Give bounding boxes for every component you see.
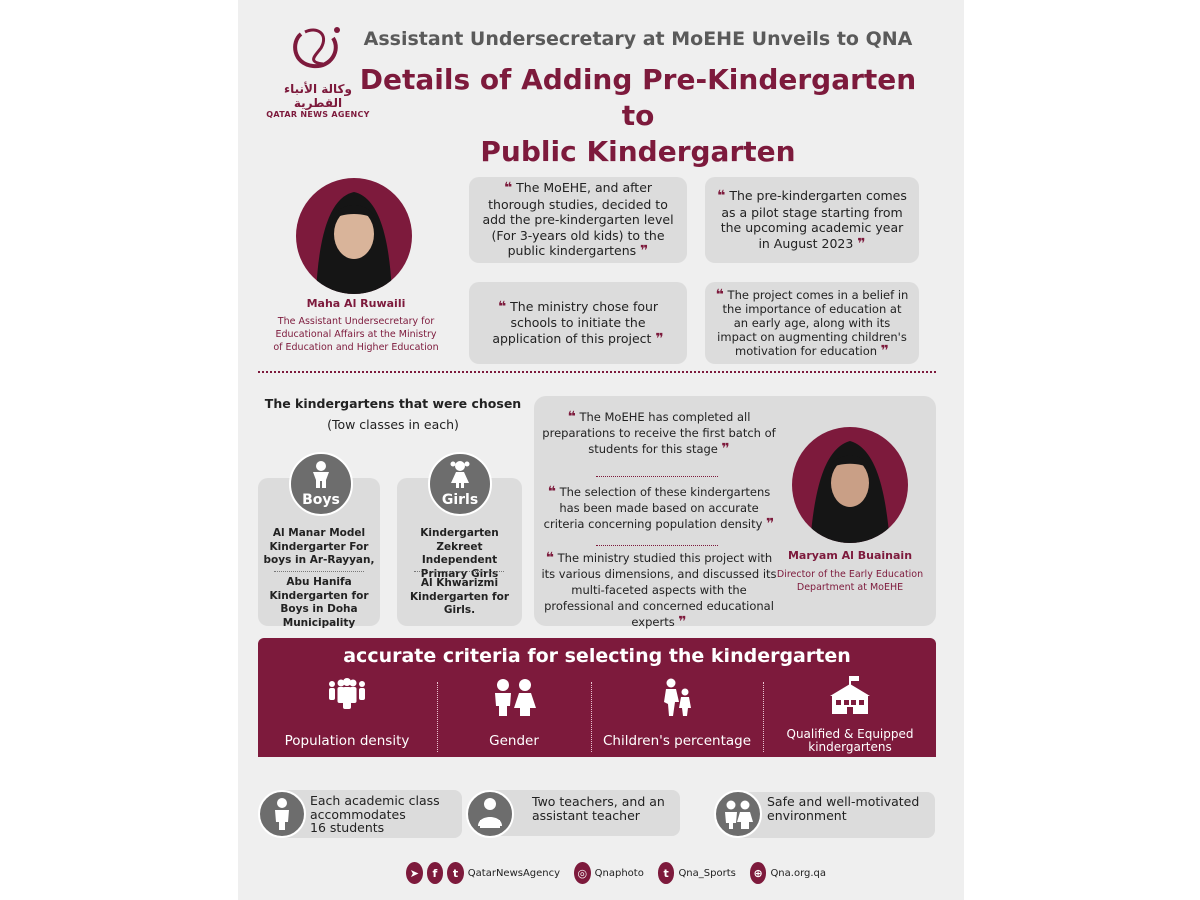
person2-name: Maryam Al Buainain (787, 549, 913, 562)
fact-line: accommodates (310, 806, 406, 822)
boys-label: Boys (302, 492, 340, 508)
social-handle-sports[interactable]: Qna_Sports (678, 867, 736, 879)
fact-environment-text (767, 795, 933, 822)
girl-icon (448, 460, 472, 488)
person-silhouette-icon (792, 427, 908, 543)
person1-role (266, 315, 446, 354)
person2-role-line-2: Department at MoEHE (796, 582, 904, 593)
social-handle-instagram[interactable]: Qnaphoto (594, 867, 644, 879)
criterion-qualified (764, 676, 936, 754)
fact-icon-circle (258, 790, 306, 838)
boys-kindergarten-2: Abu Hanifa Kindergarten for Boys in Doha Municipality (269, 576, 369, 629)
fact-icon-circle (714, 790, 762, 838)
globe-icon[interactable]: ⊕ (750, 862, 767, 884)
page-title (348, 62, 928, 170)
close-quote-icon: ❞ (655, 330, 664, 347)
quote-box (705, 177, 919, 263)
school-building-icon (828, 676, 872, 716)
quote-text-block (538, 409, 780, 457)
person1-role-line-1: The Assistant Undersecretary for (277, 316, 435, 327)
website-link[interactable]: Qna.org.qa (770, 867, 827, 879)
fact-line: assistant teacher (532, 807, 640, 823)
close-quote-icon: ❞ (857, 235, 866, 252)
open-quote-icon: ❝ (715, 287, 724, 303)
criterion-label: Population density (284, 733, 410, 749)
student-icon (260, 792, 304, 836)
portrait-maryam (792, 427, 908, 543)
open-quote-icon: ❝ (547, 484, 556, 500)
social-footer (406, 861, 826, 885)
quote-text: The selection of these kindergartens has been made based on accurate criteria concerning population density (543, 485, 771, 531)
quote-text-block (538, 550, 780, 630)
criterion-children (592, 678, 762, 754)
boys-kindergarten-1: Al Manar Model Kindergarter For boys in Ar-Rayyan, (263, 527, 375, 566)
quote-text: The ministry studied this project with its various dimensions, and discussed its multi-faceted aspects with the professional and concerned educational experts (541, 551, 777, 629)
instagram-icon[interactable]: ◎ (574, 862, 591, 884)
close-quote-icon: ❞ (721, 441, 730, 457)
criterion-gender (438, 678, 590, 754)
girls-label: Girls (441, 492, 479, 508)
criteria-title: accurate criteria for selecting the kindergarten (343, 645, 851, 667)
close-quote-icon: ❞ (880, 343, 889, 359)
quote-box (705, 282, 919, 364)
person2-role (760, 568, 940, 594)
kicker: Assistant Undersecretary at MoEHE Unveils to QNA (363, 28, 913, 50)
criterion-label: Children's percentage (602, 733, 752, 749)
quote-text: The ministry chose four schools to initiate the application of this project (492, 298, 659, 346)
fact-line: 16 students (310, 820, 385, 835)
girls-badge (428, 452, 492, 516)
fact-teachers-text (532, 795, 678, 822)
criterion-population (258, 678, 436, 754)
fact-line: Each academic class (310, 793, 440, 808)
person-silhouette-icon (296, 178, 412, 294)
person2-role-line-1: Director of the Early Education (776, 569, 924, 580)
open-quote-icon: ❝ (545, 550, 554, 566)
kindergartens-title: The kindergartens that were chosen (264, 396, 522, 411)
fact-class-text (310, 794, 460, 835)
fact-icon-circle (466, 790, 514, 838)
fact-line: Two teachers, and an (532, 794, 665, 809)
criterion-label (764, 728, 936, 754)
crowd-icon (325, 678, 369, 714)
title-line-2: Public Kindergarten (480, 135, 796, 168)
person1-role-line-3: of Education and Higher Education (273, 342, 439, 353)
children-walking-icon (659, 678, 695, 716)
girls-kindergarten-1: Kindergarten Zekreet Independent Primary Girls (420, 527, 499, 580)
person1-name: Maha Al Ruwaili (306, 297, 406, 310)
twitter-icon[interactable]: t (447, 862, 464, 884)
fact-line: environment (767, 807, 847, 823)
kindergarten-divider (414, 571, 504, 572)
portrait-maha (296, 178, 412, 294)
quote-text: The MoEHE, and after thorough studies, decided to add the pre-kindergarten level (For 3-years old kids) to the public kindergartens (482, 180, 674, 259)
qna-emblem-icon (283, 22, 353, 78)
open-quote-icon: ❝ (567, 409, 576, 425)
criterion-label: Gender (489, 733, 539, 749)
quote-divider (596, 476, 718, 477)
quote-text-block (538, 484, 780, 532)
two-children-icon (716, 792, 760, 836)
quote-box (469, 282, 687, 364)
criterion-label-line-2: kindergartens (808, 740, 892, 754)
kindergarten-divider (274, 571, 364, 572)
quote-divider (596, 545, 718, 546)
open-quote-icon: ❝ (497, 298, 507, 315)
twitter-icon[interactable]: t (658, 862, 675, 884)
close-quote-icon: ❞ (766, 516, 775, 532)
kindergartens-subtitle: (Tow classes in each) (327, 417, 459, 432)
title-line-1: Details of Adding Pre-Kindergarten to (359, 63, 917, 132)
boy-girl-icon (490, 678, 538, 716)
criterion-label-line-1: Qualified & Equipped (786, 727, 914, 741)
quote-box (469, 177, 687, 263)
section-divider (258, 371, 936, 373)
infographic (238, 0, 964, 900)
open-quote-icon: ❝ (717, 188, 726, 204)
open-quote-icon: ❝ (503, 180, 513, 197)
boy-icon (309, 460, 333, 488)
agency-name-english: QATAR NEWS AGENCY (266, 110, 370, 119)
person1-role-line-2: Educational Affairs at the Ministry (275, 329, 437, 340)
girls-kindergarten-2: Al Khwarizmi Kindergarten for Girls. (409, 577, 510, 616)
close-quote-icon: ❞ (678, 614, 687, 630)
boys-badge (289, 452, 353, 516)
social-handle-main[interactable]: QatarNewsAgency (467, 867, 561, 879)
telegram-icon[interactable]: ➤ (406, 862, 423, 884)
fact-line: Safe and well-motivated (767, 794, 920, 809)
quote-text: The MoEHE has completed all preparations to receive the first batch of students for this stage (542, 410, 776, 456)
agency-name-arabic: وكالة الأنباء القطرية (284, 82, 352, 110)
close-quote-icon: ❞ (640, 243, 649, 260)
teacher-icon (468, 792, 512, 836)
quote-text: The pre-kindergarten comes as a pilot stage starting from the upcoming academic year in August 2023 (720, 188, 907, 251)
facebook-icon[interactable]: f (427, 862, 444, 884)
quote-text: The project comes in a belief in the importance of education at an early age, along with its impact on augmenting children's motivation for education (717, 288, 909, 358)
